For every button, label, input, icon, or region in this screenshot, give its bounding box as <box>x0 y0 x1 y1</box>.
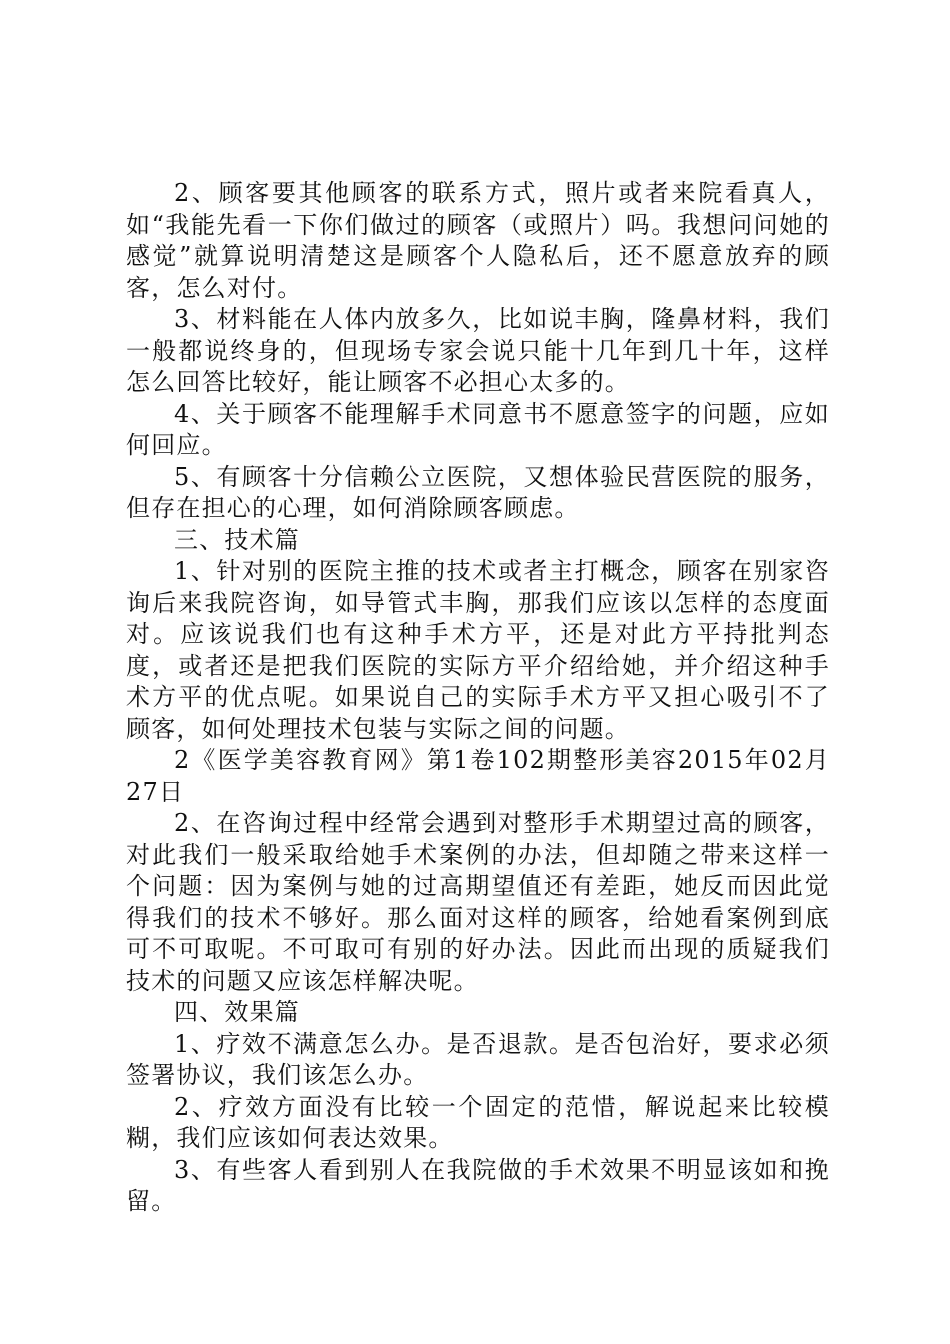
paragraph-describe-results: 2、疗效方面没有比较一个固定的范惜，解说起来比较模糊，我们应该如何表达效果。 <box>126 1092 830 1152</box>
paragraph-unsatisfied-results: 1、疗效不满意怎么办。是否退款。是否包治好，要求必须签署协议，我们该怎么办。 <box>126 1029 830 1089</box>
section-heading-results: 四、效果篇 <box>174 998 300 1026</box>
paragraph-retain-customers: 3、有些客人看到别人在我院做的手术效果不明显该如和挽留。 <box>126 1155 830 1215</box>
paragraph-consent-form: 4、关于顾客不能理解手术同意书不愿意签字的问题，应如何回应。 <box>126 399 830 459</box>
paragraph-public-hospital-trust: 5、有顾客十分信赖公立医院，又想体验民营医院的服务，但存在担心的心理，如何消除顾客顾虑。 <box>126 462 830 522</box>
document-body <box>126 178 830 1218</box>
paragraph-implant-duration: 3、材料能在人体内放多久，比如说丰胸，隆鼻材料，我们一般都说终身的，但现场专家会说只能十几年到几十年，这样怎么回答比较好，能让顾客不必担心太多的。 <box>126 305 830 396</box>
paragraph-customer-contact-request: 2、顾客要其他顾客的联系方式，照片或者来院看真人，如“我能先看一下你们做过的顾客（或照片）吗。我想问问她的感觉”就算说明清楚这是顾客个人隐私后，还不愿意放弃的顾客，怎么对付。 <box>126 179 830 302</box>
section-heading-technique: 三、技术篇 <box>174 525 300 554</box>
paragraph-high-expectation: 2、在咨询过程中经常会遇到对整形手术期望过高的顾客，对此我们一般采取给她手术案例的办法，但却随之带来这样一个问题：因为案例与她的过高期望值还有差距，她反而因此觉得我们的技术不够好。那么面对这样的顾客，给她看案例到底可不可取呢。不可取可有别的好办法。因此而出现的质疑我们技术的问题又应该怎样解决呢。 <box>126 809 830 995</box>
paragraph-publication-note: 2《医学美容教育网》第1卷102期整形美容2015年02月27日 <box>126 746 830 806</box>
paragraph-competitor-technique: 1、针对别的医院主推的技术或者主打概念，顾客在别家咨询后来我院咨询，如导管式丰胸，那我们应该以怎样的态度面对。应该说我们也有这种手术方平，还是对此方平持批判态度，或者还是把我们医院的实际方平介绍给她，并介绍这种手术方平的优点呢。如果说自己的实际手术方平又担心吸引不了顾客，如何处理技术包装与实际之间的问题。 <box>126 557 830 743</box>
